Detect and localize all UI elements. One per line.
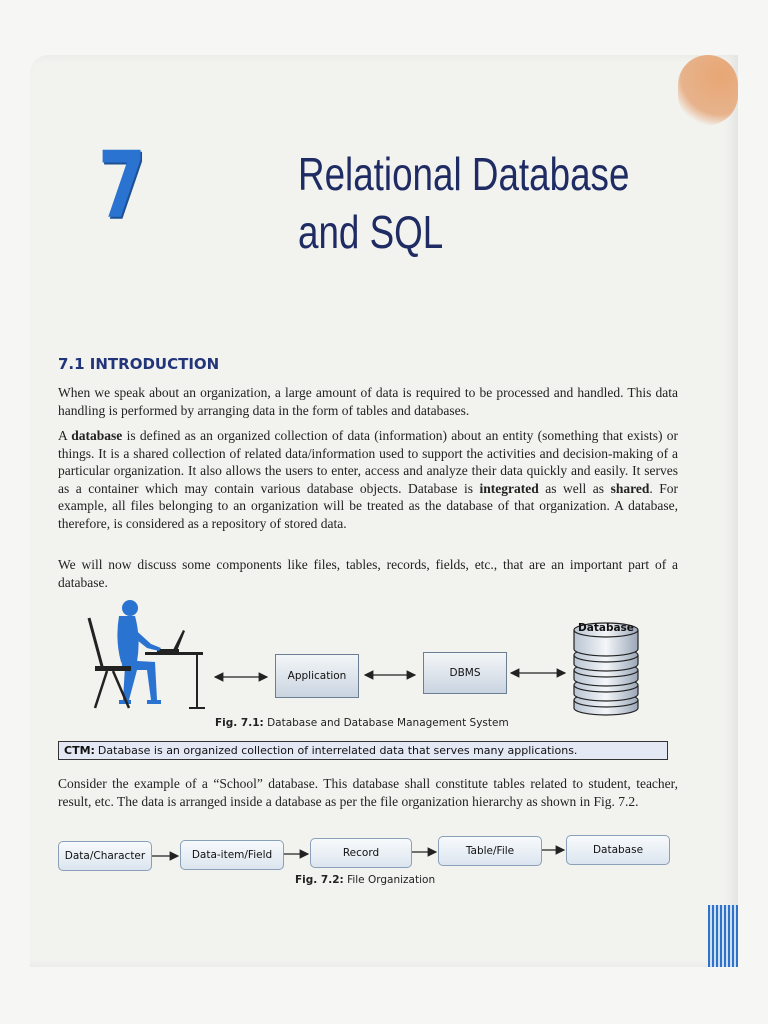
chapter-number: 7 (98, 132, 147, 239)
paragraph-database-definition (58, 427, 678, 532)
hierarchy-box-table-file: Table/File (438, 836, 542, 866)
figure-7-1 (85, 600, 675, 715)
thumb-shadow (678, 55, 738, 125)
caption-text: Database and Database Management System (263, 717, 509, 729)
chapter-title-line1: Relational Database (298, 148, 630, 200)
paragraph-school-example: Consider the example of a “School” database. This database shall constitute tables related to student, teacher, result, etc. The data is arranged inside a database as per the file organization hierarchy as shown in Fig. 7.2. (58, 776, 678, 809)
chapter-title-line2: and SQL (298, 206, 444, 258)
hierarchy-box-database: Database (566, 835, 670, 865)
text-run: . For example, all files belonging to an organization will be treated as the database of that organization. A database, therefore, is considered as a repository of stored data. (58, 480, 679, 531)
chapter-title (298, 145, 634, 261)
hierarchy-box-data-character: Data/Character (58, 841, 152, 871)
section-heading: 7.1 INTRODUCTION (58, 355, 220, 373)
bold-term-integrated: integrated (479, 480, 539, 496)
ctm-box (58, 741, 668, 760)
hierarchy-box-record: Record (310, 838, 412, 868)
ctm-text: Database is an organized collection of interrelated data that serves many applications. (97, 744, 578, 757)
dbms-box: DBMS (423, 652, 507, 694)
caption-label: Fig. 7.1: (215, 717, 264, 729)
bold-term-database: database (71, 428, 123, 443)
bold-term-shared: shared (610, 480, 650, 496)
page-stack-edge (708, 905, 738, 967)
database-label: Database (578, 622, 634, 634)
text-run: as well as (538, 480, 611, 496)
figure-7-1-caption (215, 717, 509, 729)
caption-text: File Organization (343, 874, 436, 886)
hierarchy-box-data-item-field: Data-item/Field (180, 840, 284, 870)
figure-7-2 (58, 835, 670, 875)
text-run: is defined as an organized collection of data (information) about an entity (something that exists) or things. It is a shared collection of related data/information used to support the activities and decision-making of a particular organization. It also allows the users to enter, access and analyze their data quickly and easily. It serves as a container which may contain various database objects. Database is (58, 428, 678, 496)
ctm-label: CTM: (64, 744, 95, 757)
figure-7-2-caption (295, 874, 435, 886)
paragraph-intro: When we speak about an organization, a large amount of data is required to be processed and handled. This data handling is performed by arranging data in the form of tables and databases. (58, 385, 678, 418)
paragraph-components: We will now discuss some components like files, tables, records, fields, etc., that are an important part of a database. (58, 557, 678, 590)
caption-label: Fig. 7.2: (295, 874, 344, 886)
application-box: Application (275, 654, 359, 698)
text-run: A (58, 428, 72, 443)
